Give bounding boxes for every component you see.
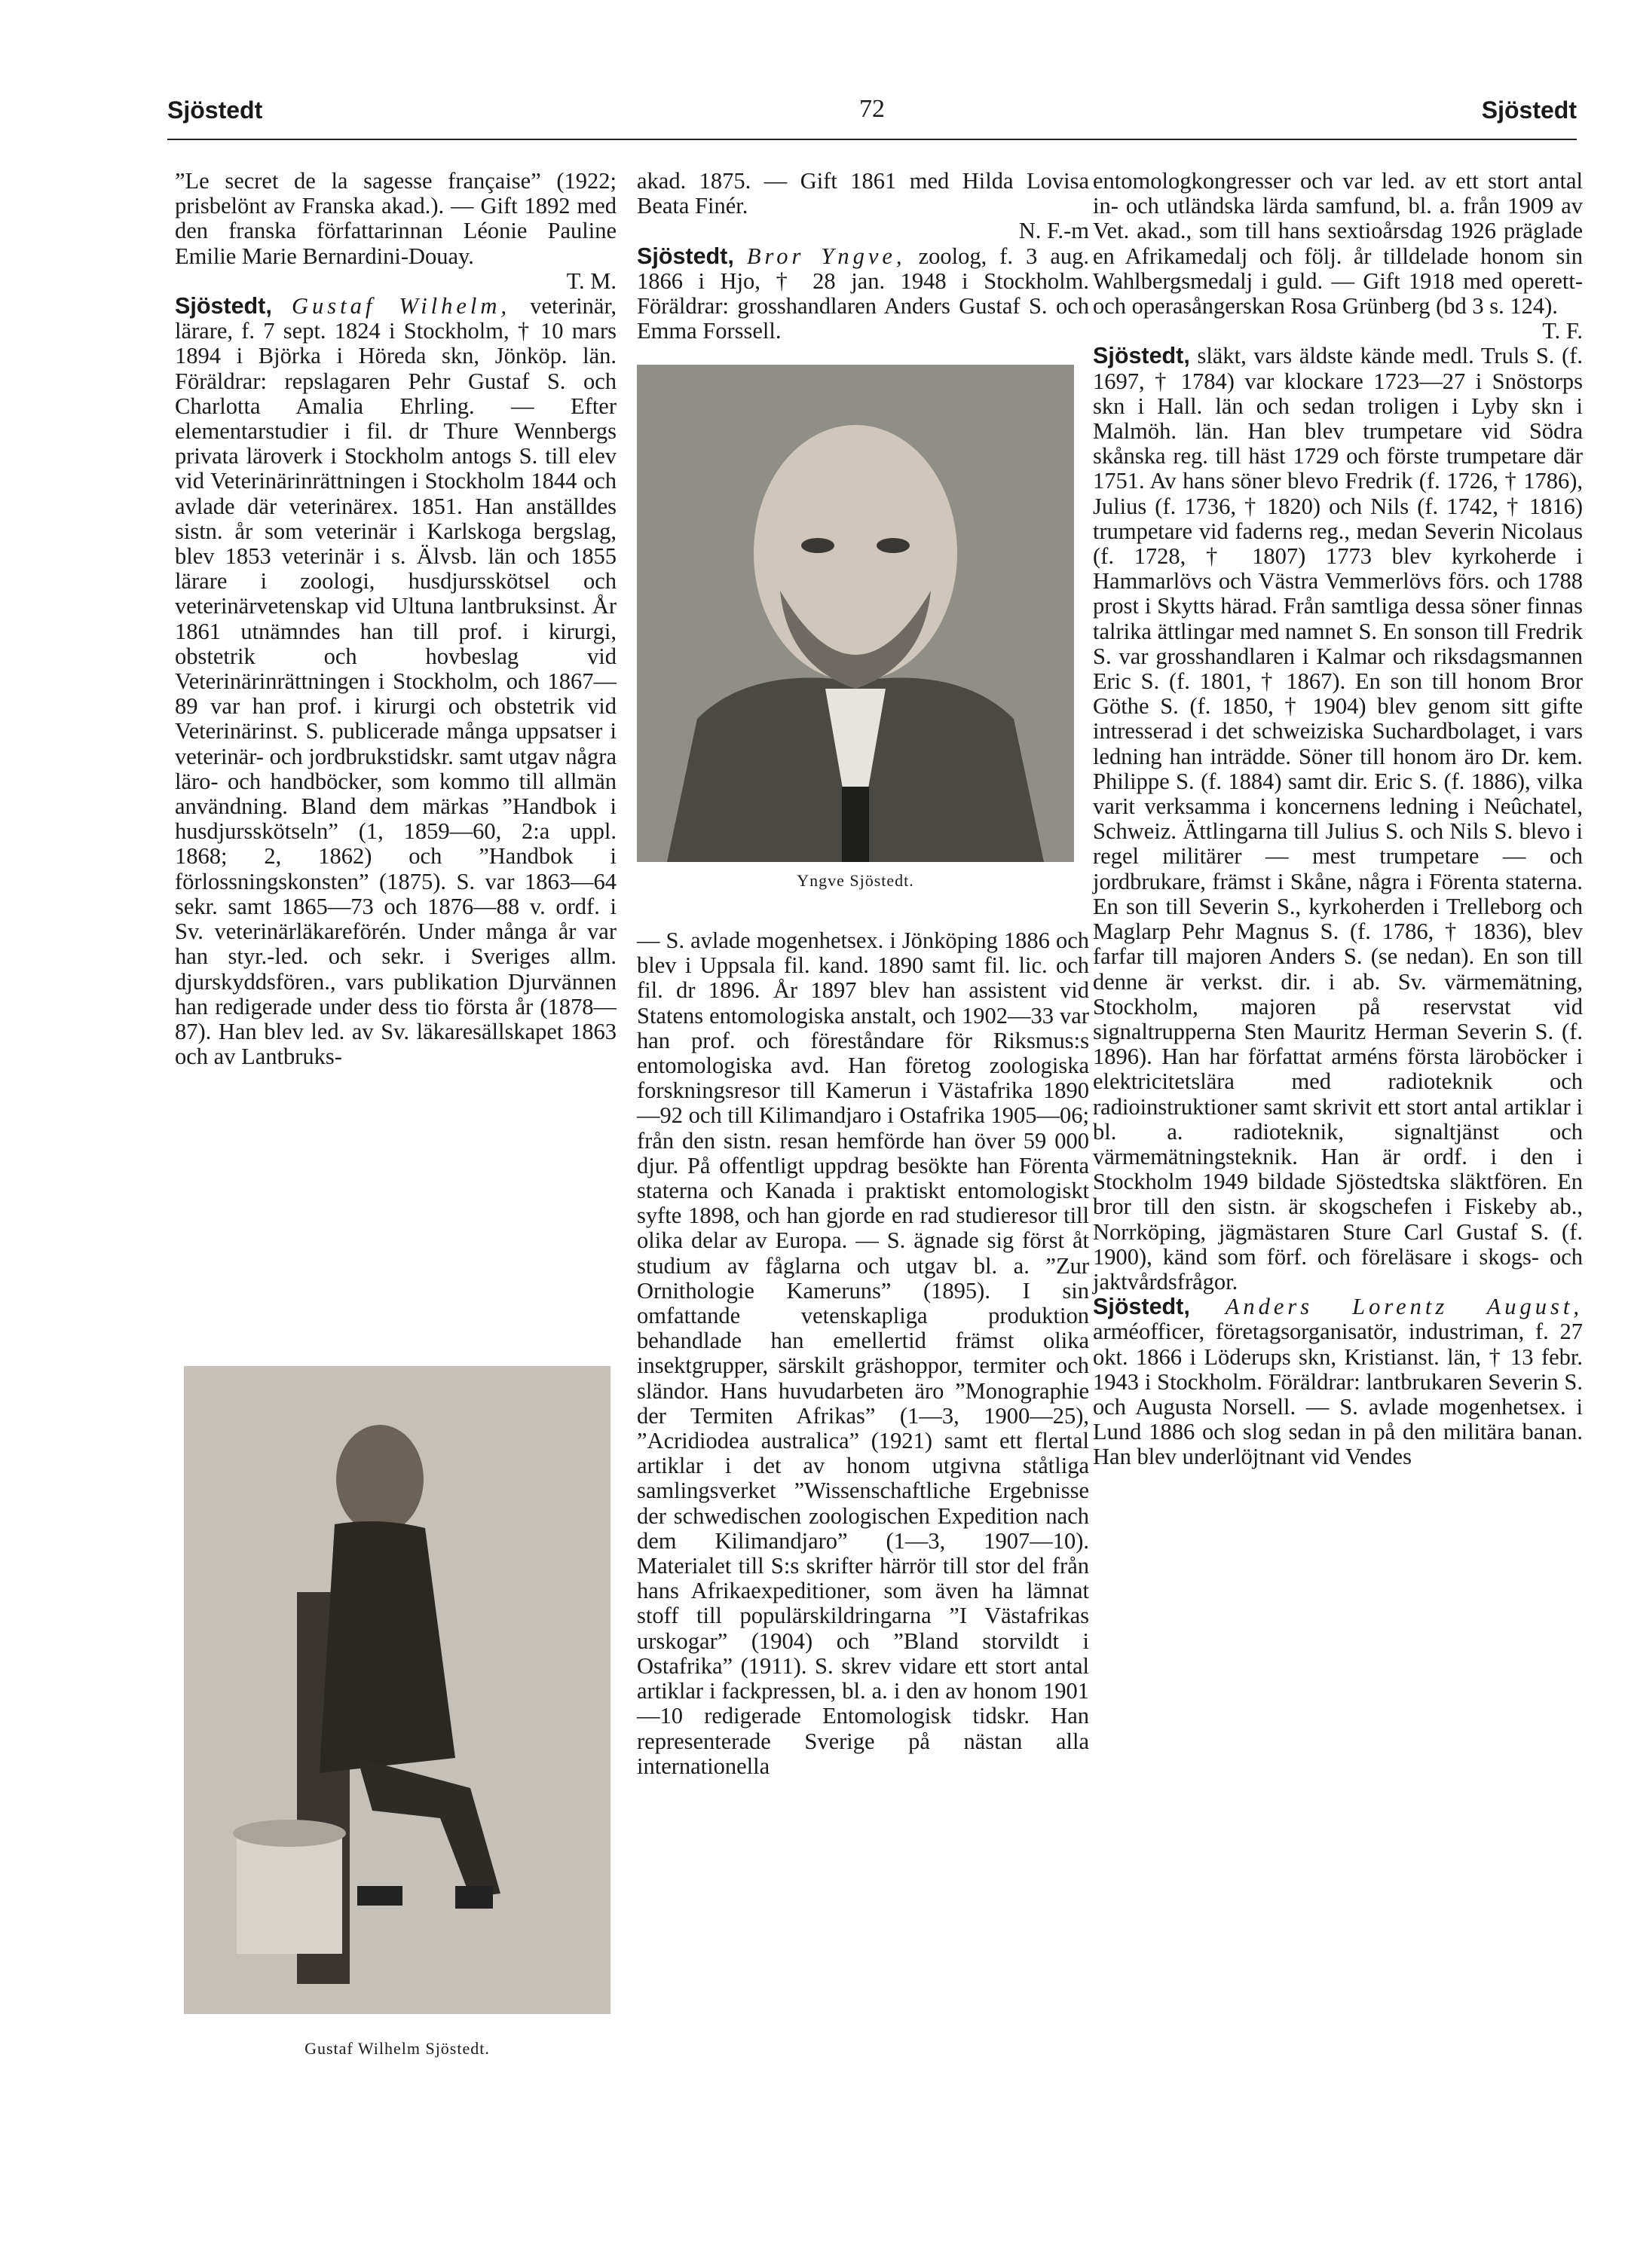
entry-headword: Sjöstedt, (1093, 1294, 1190, 1320)
entry-bror-yngve: Sjöstedt, Bror Yngve, zoolog, f. 3 aug. 1866 i Hjo, † 28 jan. 1948 i Stockholm. Föräldrar: grosshandlaren Anders Gustaf S. och Emma Forssell. (637, 243, 1090, 344)
entry-headword: Sjöstedt, (637, 243, 734, 269)
column-2-continued (637, 928, 1089, 1779)
column-3 (1093, 169, 1583, 1470)
photo-caption: Gustaf Wilhelm Sjöstedt. (304, 2039, 490, 2058)
entry-anders-lorentz-august: Sjöstedt, Anders Lorentz August, arméofficer, företagsorganisatör, industriman, f. 27 okt. 1866 i Löderups skn, Kristianst. län, † 13 febr. 1943 i Stockholm. Föräldrar: lantbrukaren Severin S. och Augusta Norsell. — S. avlade mogenhetsex. i Lund 1886 och slog sedan in på den militära banan. Han blev underlöjtnant vid Vendes (1093, 1294, 1583, 1470)
author-signature: T. F. (1542, 318, 1583, 344)
column-1 (175, 169, 617, 1069)
entry-headword: Sjöstedt, (1093, 343, 1190, 369)
portrait-photo-gustaf-wilhelm (184, 1366, 610, 2014)
paragraph: — S. avlade mogenhetsex. i Jönköping 1886 och blev i Uppsala fil. kand. 1890 samt fil. lic. och fil. dr 1896. År 1897 blev han assistent vid Statens entomologiska anstalt, och 1902—33 var han prof. och föreståndare för Riksmus:s entomologiska avd. Han företog zoologiska forskningsresor till Kamerun i Västafrika 1890—92 och till Kilimandjaro i Ostafrika 1905—06; från den sistn. resan hemförde han över 59 000 djur. På offentligt uppdrag besökte han Förenta staterna och Kanada i praktiskt entomologiskt syfte 1898, och han gjorde en rad studieresor till olika delar av Europa. — S. ägnade sig först åt studium av fåglarna och utgav bl. a. ”Zur Ornithologie Kameruns” (1895). I sin omfattande vetenskapliga produktion behandlade han emellertid främst olika insektgrupper, särskilt gräshoppor, termiter och sländor. Hans huvudarbeten äro ”Monographie der Termiten Afrikas” (1—3, 1900—25), ”Acridiodea australica” (1921) samt ett flertal artiklar i det av honom utgivna ståtliga samlingsverket ”Wissenschaftliche Ergebnisse der schwedischen zoologischen Expedition nach dem Kilimandjaro” (1—3, 1907—10). Materialet till S:s skrifter härrör till stor del från hans Afrikaexpeditioner, som även ha lämnat stoff till populärskildringarna ”I Västafrikas urskogar” (1904) och ”Bland storvildt i Ostafrika” (1911). S. skrev vidare ett stort antal artiklar i fackpressen, bl. a. i den av honom 1901—10 redigerade Entomologisk tidskr. Han representerade Sverige på nästan alla internationella (637, 928, 1089, 1779)
paragraph: entomologkongresser och var led. av ett stort antal in- och utländska lärda samfund, bl. a. från 1909 av Vet. akad., som till hans sextioårsdag 1926 präglade en Afrikamedalj och följ. år tilldelade honom sin Wahlbergsmedalj i guld. — Gift 1918 med operett- och operasångerskan Rosa Grünberg (bd 3 s. 124). T. F. (1093, 168, 1583, 344)
running-header (167, 96, 1577, 139)
paragraph: ”Le secret de la sagesse française” (1922; prisbelönt av Franska akad.). — Gift 1892 med den franska författarinnan Léonie Pauline Emilie Marie Bernardini-Douay. T. M. (175, 168, 617, 294)
entry-headword: Sjöstedt, (175, 293, 272, 319)
photo-caption: Yngve Sjöstedt. (797, 871, 914, 890)
header-right: Sjöstedt (1481, 96, 1577, 124)
entry-family: Sjöstedt, släkt, vars äldste kände medl. Truls S. (f. 1697, † 1784) var klockare 1723—27 i Snöstorps skn i Hall. län och sedan troligen i Lyby skn i Malmöh. län. Han blev trumpetare vid Södra skånska reg. till häst 1729 och förste trumpetare där 1751. Av hans söner blevo Fredrik (f. 1726, † 1786), Julius (f. 1736, † 1820) och Nils (f. 1742, † 1816) trumpetare vid faderns reg., medan Severin Nicolaus (f. 1728, † 1807) 1773 blev kyrkoherde i Hammarlövs och Västra Vemmerlövs förs. och 1788 prost i Skytts härad. Från samtliga dessa söner finnas talrika ättlingar med namnet S. En sonson till Fredrik S. var grosshandlaren i Kalmar och riksdagsmannen Eric S. (f. 1801, † 1867). En son till honom Bror Göthe S. (f. 1850, † 1904) blev genom sitt gifte intresserad i det schweiziska Suchardbolaget, i vars ledning han inträdde. Söner till honom äro Dr. kem. Philippe S. (f. 1884) samt dir. Eric S. (f. 1886), vilka varit verksamma i koncernens ledning i Neûchatel, Schweiz. Ättlingarna till Julius S. och Nils S. blevo i regel militärer — mest trumpetare — och jordbrukare, främst i Skåne, några i Förenta staterna. En son till Severin S., kyrkoherden i Trelleborg och Maglarp Pehr Magnus S. (f. 1786, † 1836), blev farfar till majoren Anders S. (se nedan). En son till denne är verkst. dir. i ab. Sv. värmemätning, Stockholm, majoren på reservstat vid signaltrupperna Sten Mauritz Herman Severin S. (f. 1896). Han har författat arméns första läroböcker i elektricitetslära med radioteknik och radioinstruktioner samt skrivit ett stort antal artiklar i bl. a. radioteknik, signaltjänst och värmemätningsteknik. Han är ordf. i den i Stockholm 1949 bildade Sjöstedtska släktfören. En bror till den sistn. är skogschefen i Fiskeby ab., Norrköping, jägmästaren Sture Carl Gustaf S. (f. 1900), känd som förf. och föreläsare i skogs- och jaktvårdsfrågor. (1093, 343, 1584, 1294)
column-2 (637, 169, 1089, 344)
page-number: 72 (859, 95, 885, 123)
paragraph: akad. 1875. — Gift 1861 med Hilda Lovisa Beata Finér. N. F.-m (637, 168, 1089, 244)
entry-name: Gustaf Wilhelm, (291, 293, 511, 319)
author-signature: T. M. (566, 267, 617, 294)
entry-gustaf-wilhelm: Sjöstedt, Gustaf Wilhelm, veterinär, lärare, f. 7 sept. 1824 i Stockholm, † 10 mars 1894 i Björka i Höreda skn, Jönköp. län. Föräldrar: repslagaren Pehr Gustaf S. och Charlotta Amalia Ehrling. — Efter elementarstudier i fil. dr Thure Wennbergs privata läroverk i Stockholm antogs S. till elev vid Veterinärinrättningen i Stockholm 1844 och avlade där veterinärex. 1851. Han anställdes sistn. år som veterinär i Karlskoga bergslag, blev 1853 veterinär i s. Älvsb. län och 1855 lärare i zoologi, husdjursskötsel och veterinärvetenskap vid Ultuna lantbruksinst. År 1861 utnämndes han till prof. i kirurgi, obstetrik och hovbeslag vid Veterinärinrättningen i Stockholm, och 1867—89 var han prof. i kirurgi och obstetrik vid Veterinärinst. S. publicerade många uppsatser i veterinär- och jordbrukstidskr. samt utgav några läro- och handböcker, som kommo till allmän användning. Bland dem märkas ”Handbok i husdjursskötseln” (1, 1859—60, 2:a uppl. 1868; 2, 1862) och ”Handbok i förlossningskonsten” (1875). S. var 1863—64 sekr. samt 1865—73 och 1876—88 v. ordf. i Sv. veterinärläkareförén. Under många år var han styr.-led. och sekr. i Sveriges allm. djurskyddsfören., vars publikation Djurvännen han redigerade under dess tio första år (1878—87). Han blev led. av Sv. läkaresällskapet 1863 och av Lantbruks- (175, 293, 617, 1070)
header-left: Sjöstedt (167, 96, 263, 124)
entry-name: Anders Lorentz August, (1225, 1294, 1583, 1320)
header-rule (167, 139, 1577, 140)
entry-name: Bror Yngve, (746, 243, 906, 269)
author-signature: N. F.-m (1018, 218, 1089, 244)
portrait-photo-yngve (637, 365, 1074, 862)
